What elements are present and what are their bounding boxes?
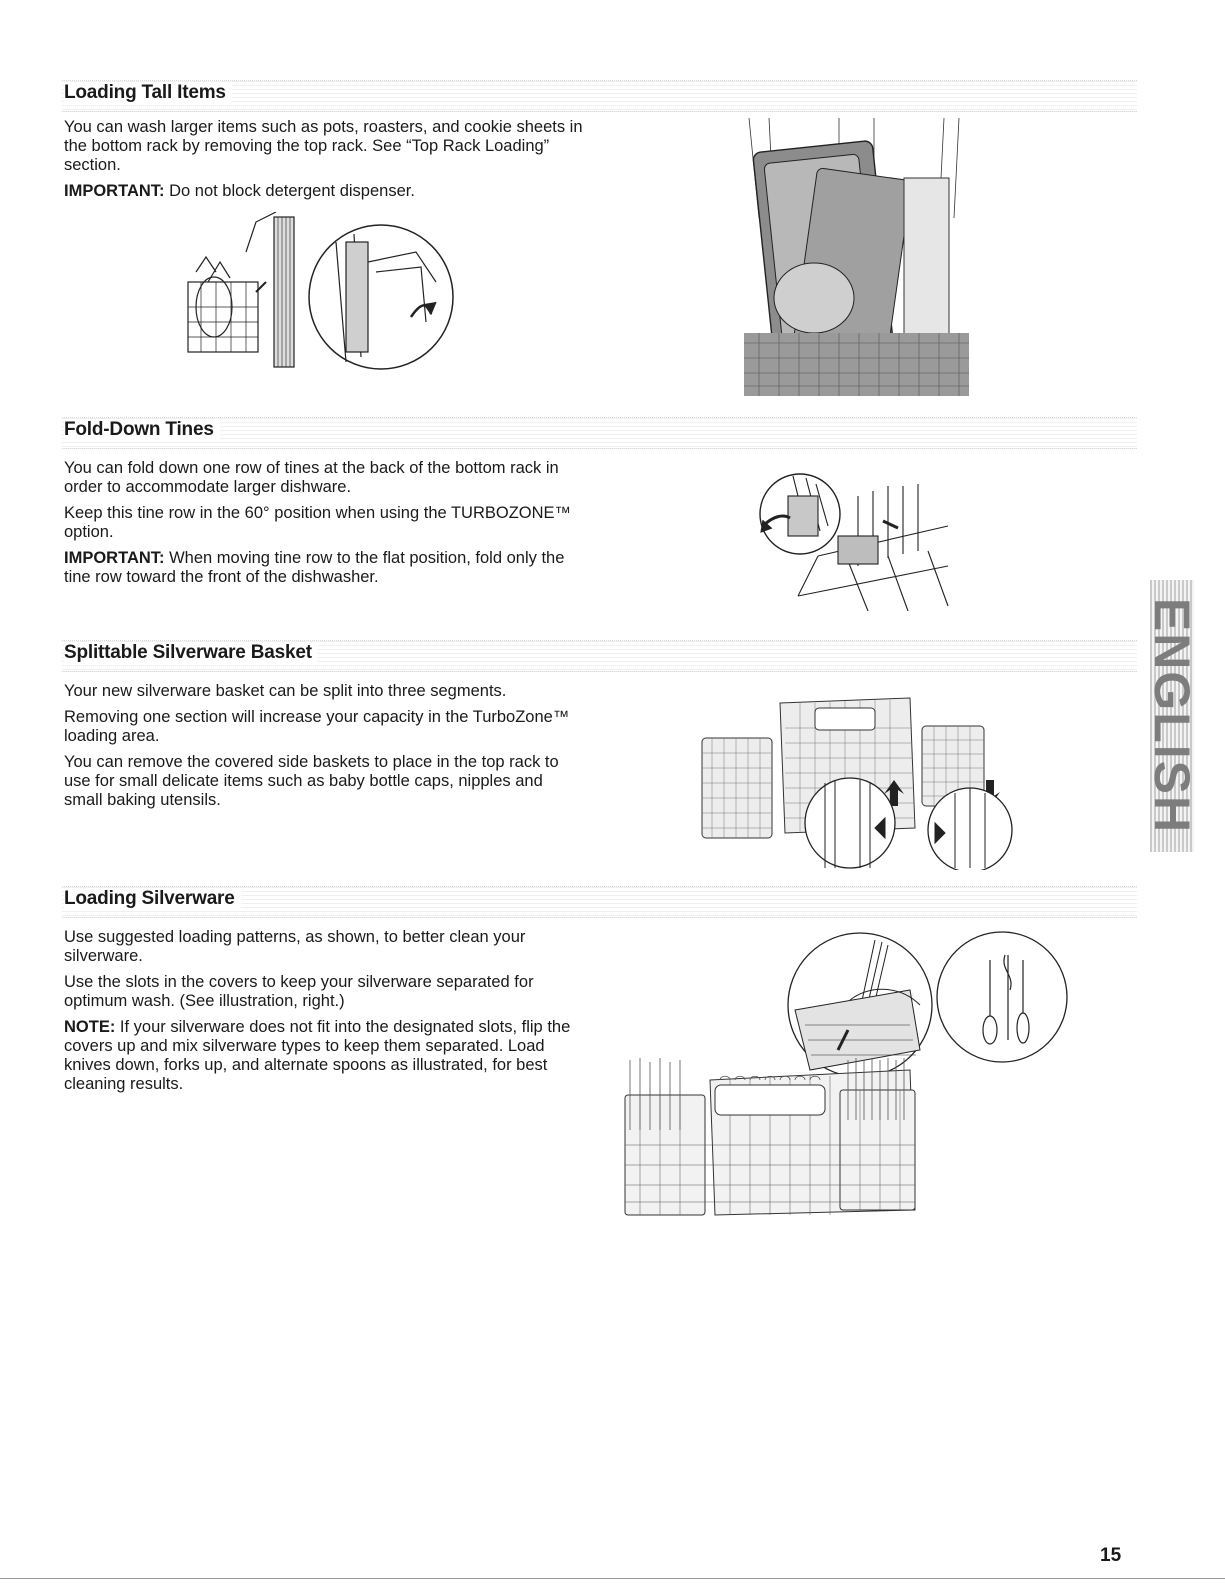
paragraph: You can remove the covered side baskets to place in the top rack to use for small delicate items such as baby bottle caps, nipples and small baking utensils. [64,753,559,809]
bottom-rule [0,1578,1225,1579]
paragraph: You can fold down one row of tines at the back of the bottom rack in order to accommodate larger dishware. [64,459,559,496]
language-tab-label: ENGLISH [1144,597,1200,835]
section-header [62,882,1137,922]
note-label: NOTE: [64,1018,116,1036]
paragraph: Removing one section will increase your capacity in the TurboZone™ loading area. [64,708,570,745]
note-text: If your silverware does not fit into the designated slots, flip the covers up and mix silverware types to keep them separated. Load knives down, forks up, and alternate spoons as illustrated, for best cleaning results. [64,1018,571,1093]
important-label: IMPORTANT: [64,549,165,567]
splittable-basket-illustration [700,688,1022,870]
section-body [64,459,584,594]
important-paragraph [64,182,584,201]
important-text: When moving tine row to the flat position, fold only the tine row toward the front of the dishwasher. [64,549,565,586]
page-number: 15 [1100,1545,1122,1566]
important-label: IMPORTANT: [64,182,165,200]
header-rule [62,417,1137,449]
section-header [62,636,1137,676]
bottom-rack-large-items-illustration [744,118,969,396]
section-heading: Fold-Down Tines [64,419,220,441]
important-text: Do not block detergent dispenser. [164,182,415,200]
section-header [62,76,1137,116]
dispenser-illustration [186,212,456,372]
paragraph: Your new silverware basket can be split into three segments. [64,682,507,700]
section-heading: Loading Silverware [64,888,241,910]
section-header [62,413,1137,453]
section-loading-tall-items [62,76,1137,200]
section-fold-down-tines [62,413,1137,586]
section-body [64,928,584,1101]
section-body [64,118,584,208]
language-side-tab [1144,580,1200,852]
section-heading: Loading Tall Items [64,82,232,104]
loading-silverware-illustration [620,930,1090,1220]
section-body [64,682,584,817]
paragraph: You can wash larger items such as pots, roasters, and cookie sheets in the bottom rack by removing the top rack. See “Top Rack Loading” section. [64,118,583,174]
section-splittable-silverware-basket [62,636,1137,809]
fold-down-tines-illustration [758,466,958,616]
important-paragraph [64,549,584,587]
paragraph: Use the slots in the covers to keep your silverware separated for optimum wash. (See illustration, right.) [64,973,534,1010]
paragraph: Use suggested loading patterns, as shown, to better clean your silverware. [64,928,526,965]
section-heading: Splittable Silverware Basket [64,642,318,664]
note-paragraph [64,1018,584,1094]
section-loading-silverware [62,882,1137,1093]
paragraph: Keep this tine row in the 60° position when using the TURBOZONE™ option. [64,504,572,541]
